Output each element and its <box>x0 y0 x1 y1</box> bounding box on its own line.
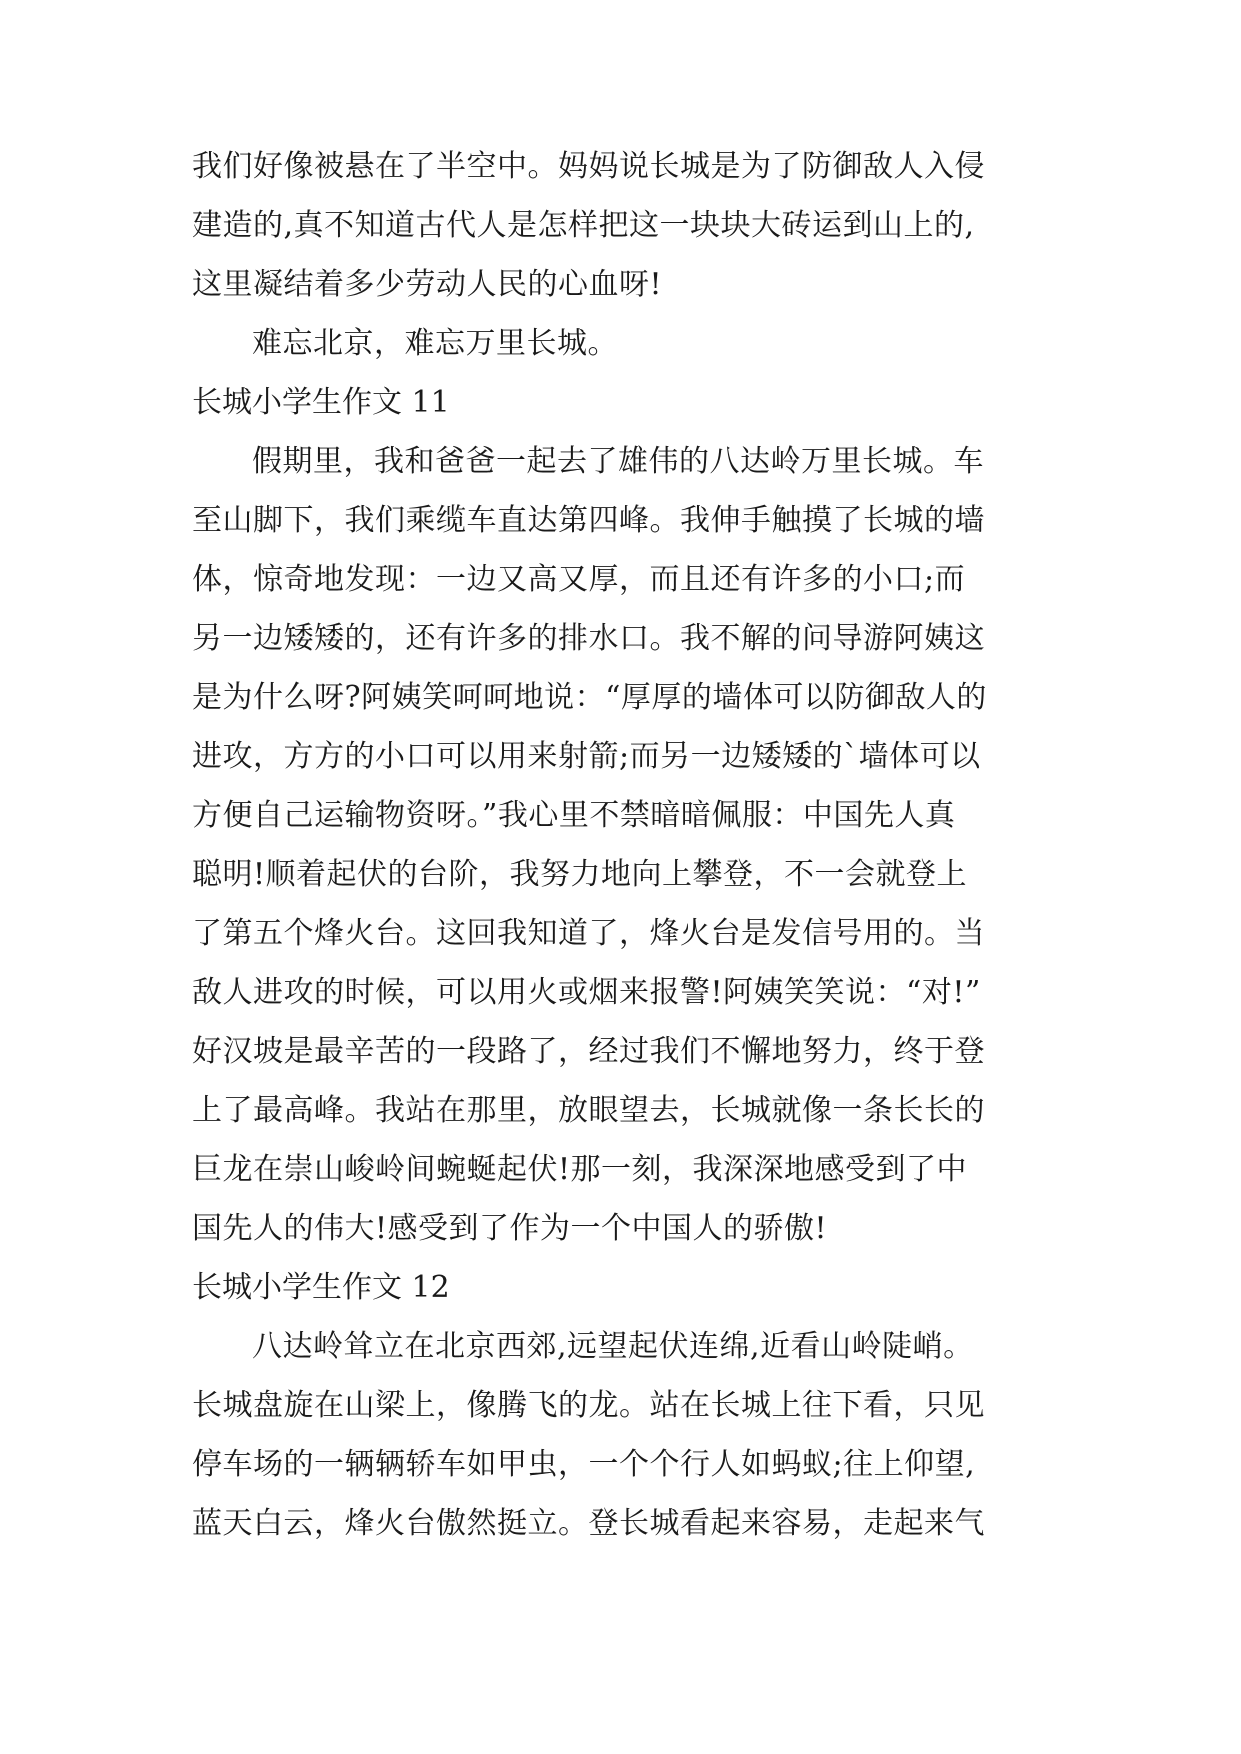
paragraph-line: 这里凝结着多少劳动人民的心血呀! <box>192 267 663 302</box>
paragraph-line: 我们好像被悬在了半空中。妈妈说长城是为了防御敌人入侵 <box>192 149 985 184</box>
paragraph-line: 另一边矮矮的，还有许多的排水口。我不解的问导游阿姨这 <box>192 621 985 656</box>
paragraph-line: 至山脚下，我们乘缆车直达第四峰。我伸手触摸了长城的墙 <box>192 503 985 538</box>
paragraph-line: 国先人的伟大!感受到了作为一个中国人的骄傲! <box>192 1211 828 1246</box>
paragraph-line: 进攻，方方的小口可以用来射箭;而另一边矮矮的`墙体可以 <box>192 739 981 774</box>
paragraph-line: 是为什么呀?阿姨笑呵呵地说：“厚厚的墙体可以防御敌人的 <box>192 680 987 715</box>
paragraph-line: 难忘北京，难忘万里长城。 <box>252 326 618 361</box>
paragraph-line: 了第五个烽火台。这回我知道了，烽火台是发信号用的。当 <box>192 916 985 951</box>
paragraph-line: 上了最高峰。我站在那里，放眼望去，长城就像一条长长的 <box>192 1093 985 1128</box>
essay-12 <box>192 1258 1092 1553</box>
paragraph-line: 假期里，我和爸爸一起去了雄伟的八达岭万里长城。车 <box>252 444 984 479</box>
essay-title: 长城小学生作文 12 <box>192 1270 450 1305</box>
paragraph-line: 聪明!顺着起伏的台阶，我努力地向上攀登，不一会就登上 <box>192 857 968 892</box>
paragraph-line: 停车场的一辆辆轿车如甲虫，一个个行人如蚂蚁;往上仰望, <box>192 1447 976 1482</box>
paragraph-line: 巨龙在崇山峻岭间蜿蜒起伏!那一刻，我深深地感受到了中 <box>192 1152 968 1187</box>
paragraph-line: 体，惊奇地发现：一边又高又厚，而且还有许多的小口;而 <box>192 562 966 597</box>
paragraph-line: 建造的,真不知道古代人是怎样把这一块块大砖运到山上的, <box>192 208 975 243</box>
paragraph-line: 长城盘旋在山梁上，像腾飞的龙。站在长城上往下看，只见 <box>192 1388 985 1423</box>
paragraph-line: 敌人进攻的时候，可以用火或烟来报警!阿姨笑笑说：“对!” <box>192 975 981 1010</box>
essay-11 <box>192 373 1092 1258</box>
previous-essay-tail <box>192 137 1092 373</box>
paragraph-line: 蓝天白云，烽火台傲然挺立。登长城看起来容易，走起来气 <box>192 1506 985 1541</box>
essay-title: 长城小学生作文 11 <box>192 385 450 420</box>
paragraph-line: 方便自己运输物资呀。”我心里不禁暗暗佩服：中国先人真 <box>192 798 956 833</box>
paragraph-line: 好汉坡是最辛苦的一段路了，经过我们不懈地努力，终于登 <box>192 1034 985 1069</box>
paragraph-line: 八达岭耸立在北京西郊,远望起伏连绵,近看山岭陡峭。 <box>252 1329 974 1364</box>
